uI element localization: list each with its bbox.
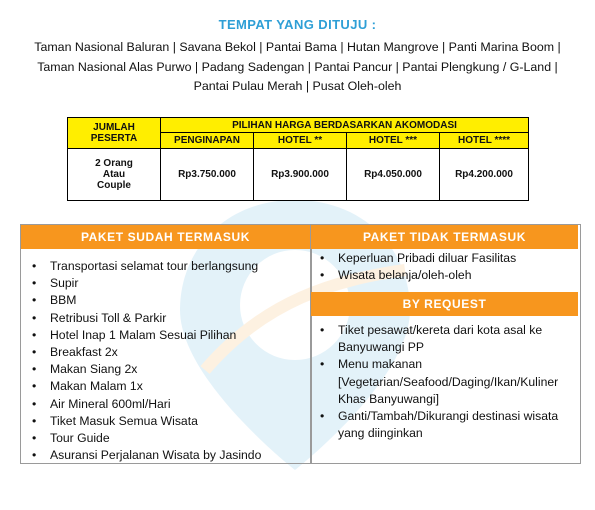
list-item: • Makan Malam 1x <box>30 378 310 395</box>
column-header-penginapan: PENGINAPAN <box>161 133 254 149</box>
jumlah-peserta-header: JUMLAH PESERTA <box>68 118 161 149</box>
list-item: • Wisata belanja/oleh-oleh <box>318 267 576 284</box>
list-item: • Breakfast 2x <box>30 344 310 361</box>
list-item: • Tiket pesawat/kereta dari kota asal ke Banyuwangi PP <box>318 322 576 356</box>
by-request-title: BY REQUEST <box>311 292 578 316</box>
list-item: • Makan Siang 2x <box>30 361 310 378</box>
list-item: • Menu makanan [Vegetarian/Seafood/Daging/Ikan/Kuliner Khas Banyuwangi] <box>318 356 576 408</box>
list-item: • Air Mineral 600ml/Hari <box>30 396 310 413</box>
destination-line: Taman Nasional Alas Purwo | Padang Sadengan | Pantai Pancur | Pantai Plengkung / G-Land | <box>37 59 558 74</box>
price-penginapan: Rp3.750.000 <box>161 149 254 201</box>
list-item: • Retribusi Toll & Parkir <box>30 310 310 327</box>
destination-line: Pantai Pulau Merah | Pusat Oleh-oleh <box>193 79 402 93</box>
destination-heading: TEMPAT YANG DITUJU : <box>218 17 377 32</box>
price-hotel-4: Rp4.200.000 <box>440 149 529 201</box>
list-item: • Hotel Inap 1 Malam Sesuai Pilihan <box>30 327 310 344</box>
list-item: • Supir <box>30 275 310 292</box>
price-hotel-3: Rp4.050.000 <box>347 149 440 201</box>
included-title: PAKET SUDAH TERMASUK <box>21 225 310 249</box>
price-hotel-2: Rp3.900.000 <box>254 149 347 201</box>
included-list <box>30 258 310 464</box>
pilihan-harga-header: PILIHAN HARGA BERDASARKAN AKOMODASI <box>161 118 529 133</box>
list-item: • Tour Guide <box>30 430 310 447</box>
list-item: • BBM <box>30 292 310 309</box>
list-item: • Asuransi Perjalanan Wisata by Jasindo <box>30 447 310 464</box>
list-item: • Transportasi selamat tour berlangsung <box>30 258 310 275</box>
column-header-hotel-3: HOTEL *** <box>347 133 440 149</box>
list-item: • Keperluan Pribadi diluar Fasilitas <box>318 250 576 267</box>
column-header-hotel-4: HOTEL **** <box>440 133 529 149</box>
by-request-list <box>318 322 576 442</box>
excluded-list <box>318 250 576 284</box>
excluded-title: PAKET TIDAK TERMASUK <box>311 225 578 249</box>
list-item: • Ganti/Tambah/Dikurangi destinasi wisata yang diinginkan <box>318 408 576 442</box>
list-item: • Tiket Masuk Semua Wisata <box>30 413 310 430</box>
destination-list <box>10 38 585 97</box>
destination-line: Taman Nasional Baluran | Savana Bekol | Pantai Bama | Hutan Mangrove | Panti Marina Boom | <box>34 40 561 54</box>
peserta-cell: 2 Orang Atau Couple <box>68 149 161 201</box>
column-header-hotel-2: HOTEL ** <box>254 133 347 149</box>
price-table <box>67 117 529 201</box>
